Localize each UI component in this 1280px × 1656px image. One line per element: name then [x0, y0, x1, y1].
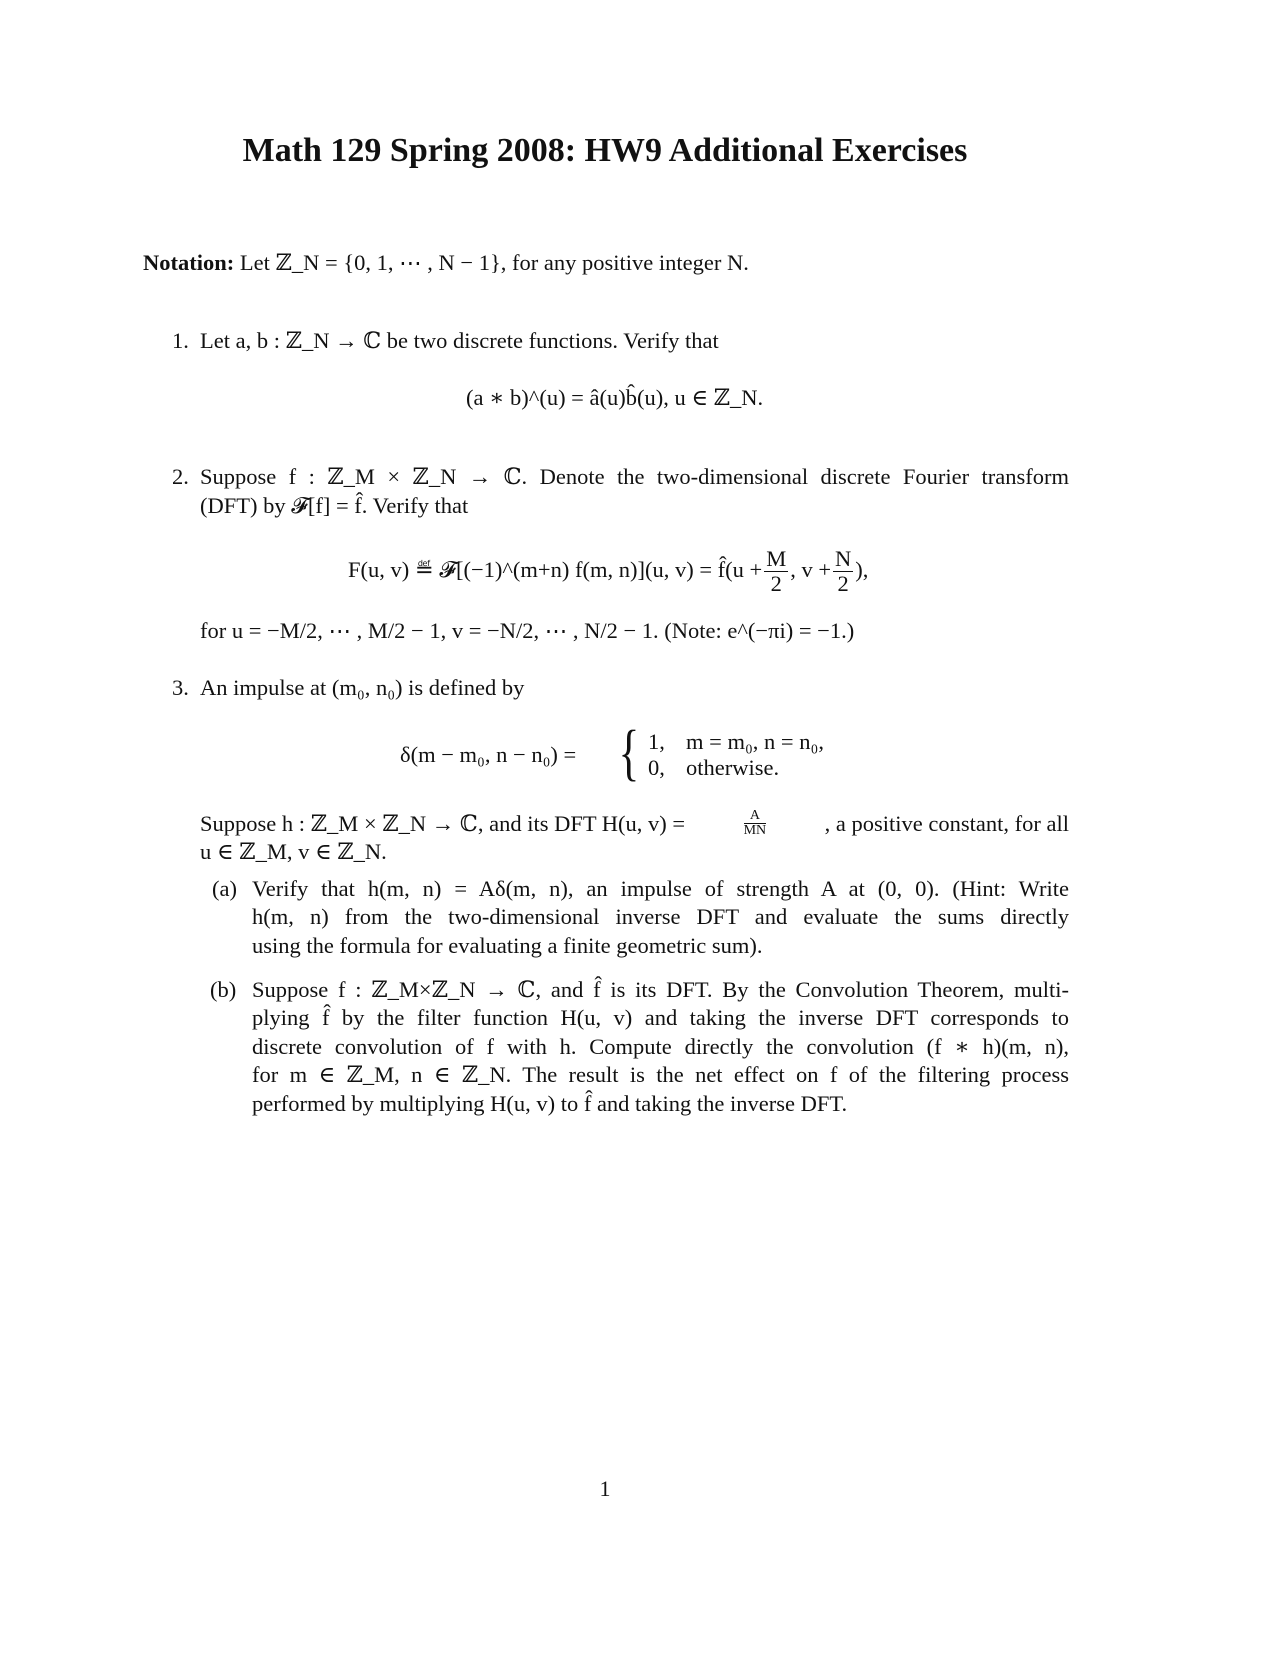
left-brace: {	[618, 719, 640, 787]
fraction-m-over-2	[764, 547, 788, 596]
delta-lhs: δ(m − m₀, n − n₀) =	[400, 742, 577, 767]
problem-1-equation: (a ∗ b)^(u) = â(u)b̂(u), u ∈ ℤ_N.	[466, 385, 764, 410]
part-a-line: Verify that h(m, n) = Aδ(m, n), an impulse of strength A at (0, 0). (Hint: Write	[252, 876, 1069, 901]
suppose-text-a: Suppose h : ℤ_M × ℤ_N → ℂ, and its DFT H(u, v) =	[200, 810, 686, 836]
numerator: A	[744, 809, 767, 824]
suppose-line-2: u ∈ ℤ_M, v ∈ ℤ_N.	[200, 839, 387, 864]
fraction-a-over-mn	[744, 809, 767, 838]
page-number: 1	[599, 1476, 611, 1501]
problem-3-intro: An impulse at (m₀, n₀) is defined by	[200, 675, 525, 700]
notation-text: Let ℤ_N = {0, 1, ⋯ , N − 1}, for any positive integer N.	[239, 250, 749, 275]
denominator: 2	[770, 571, 782, 597]
eq-end: ),	[855, 557, 869, 582]
problem-2-line-1: Suppose f : ℤ_M × ℤ_N → ℂ. Denote the two-dimensional discrete Fourier transform	[200, 464, 1069, 489]
fraction-n-over-2	[833, 547, 853, 596]
numerator: M	[766, 546, 787, 572]
notation	[143, 249, 749, 277]
case-2-value: 0,	[648, 755, 665, 780]
denominator: 2	[837, 571, 849, 597]
problem-3-number: 3.	[172, 675, 189, 700]
problem-2-equation	[348, 540, 868, 600]
part-a-line: h(m, n) from the two-dimensional inverse DFT and evaluate the sums directly	[252, 904, 1069, 929]
eq-left: F(u, v) ≝ 𝓕[(−1)^(m+n) f(m, n)](u, v) = f̂(u +	[348, 557, 763, 582]
case-1-condition: m = m₀, n = n₀,	[686, 729, 824, 754]
suppose-text-b: , a positive constant, for all	[824, 810, 1069, 836]
part-a-label: (a)	[212, 876, 237, 901]
part-b-line: performed by multiplying H(u, v) to f̂ and taking the inverse DFT.	[252, 1091, 848, 1116]
problem-2-line-3: for u = −M/2, ⋯ , M/2 − 1, v = −N/2, ⋯ , N/2 − 1. (Note: e^(−πi) = −1.)	[200, 618, 855, 643]
part-b-line: plying f̂ by the filter function H(u, v) and taking the inverse DFT corresponds to	[252, 1005, 1069, 1030]
problem-1-text: Let a, b : ℤ_N → ℂ be two discrete functions. Verify that	[200, 328, 719, 353]
part-b-line: discrete convolution of f with h. Compute directly the convolution (f ∗ h)(m, n),	[252, 1034, 1069, 1059]
numerator: N	[835, 546, 852, 572]
suppose-line-1	[200, 809, 1069, 838]
part-b-line: for m ∈ ℤ_M, n ∈ ℤ_N. The result is the net effect on f of the filtering process	[252, 1062, 1069, 1087]
part-b-label: (b)	[210, 977, 237, 1002]
part-a-line: using the formula for evaluating a finite geometric sum).	[252, 933, 763, 958]
problem-2-line-2: (DFT) by 𝓕[f] = f̂. Verify that	[200, 493, 469, 518]
problem-1-number: 1.	[172, 328, 189, 353]
case-2-condition: otherwise.	[686, 755, 780, 780]
notation-label: Notation:	[143, 250, 235, 275]
problem-2-number: 2.	[172, 464, 189, 489]
denominator: MN	[743, 823, 767, 838]
document-title: Math 129 Spring 2008: HW9 Additional Exercises	[242, 132, 968, 169]
eq-mid: , v +	[790, 557, 832, 582]
part-b-line: Suppose f : ℤ_M×ℤ_N → ℂ, and f̂ is its DFT. By the Convolution Theorem, multi-	[252, 977, 1069, 1002]
case-1-value: 1,	[648, 729, 665, 754]
